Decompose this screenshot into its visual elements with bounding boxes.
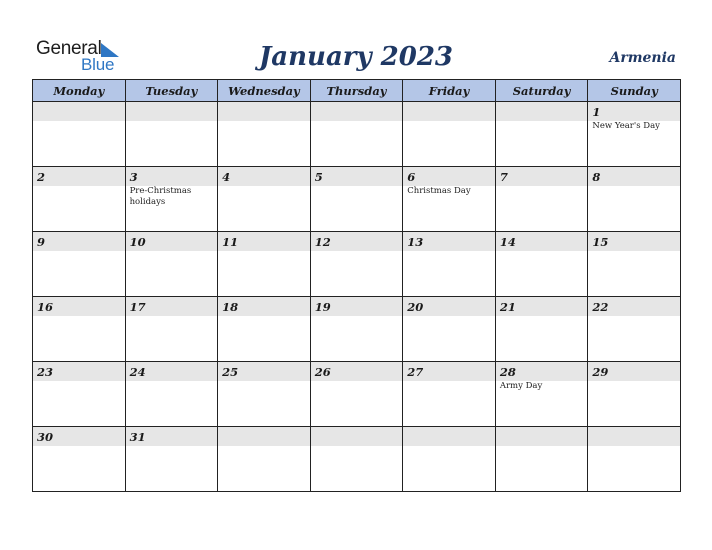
day-number: 20 xyxy=(407,300,424,314)
day-cell xyxy=(218,427,311,492)
day-number-band xyxy=(311,427,403,446)
day-number-band xyxy=(311,102,403,121)
weekday-saturday: Saturday xyxy=(495,80,588,102)
weekday-monday: Monday xyxy=(33,80,126,102)
day-number: 18 xyxy=(222,300,239,314)
day-cell xyxy=(125,167,218,232)
day-cell xyxy=(310,232,403,297)
day-number-band xyxy=(218,102,310,121)
holiday-label: New Year's Day xyxy=(592,121,660,131)
day-number-band xyxy=(588,167,680,186)
day-cell xyxy=(310,297,403,362)
day-number-band xyxy=(496,102,588,121)
day-cell xyxy=(403,167,496,232)
holiday-label: Army Day xyxy=(499,381,543,391)
logo-text-blue: Blue xyxy=(81,55,115,74)
day-cell xyxy=(125,232,218,297)
day-number: 7 xyxy=(499,170,508,184)
weekday-tuesday: Tuesday xyxy=(125,80,218,102)
day-number: 23 xyxy=(37,365,54,379)
day-cell xyxy=(33,297,126,362)
day-number: 29 xyxy=(592,365,609,379)
day-number: 9 xyxy=(37,235,46,249)
day-number-band xyxy=(311,167,403,186)
day-number: 8 xyxy=(592,170,601,184)
day-number: 31 xyxy=(129,430,146,444)
day-number: 24 xyxy=(129,365,146,379)
day-cell xyxy=(218,102,311,167)
day-number: 19 xyxy=(314,300,331,314)
day-cell xyxy=(588,102,681,167)
day-cell xyxy=(125,427,218,492)
week-row xyxy=(33,427,681,492)
day-cell xyxy=(33,232,126,297)
day-number-band xyxy=(218,167,310,186)
day-number-band xyxy=(588,102,680,121)
day-cell xyxy=(588,167,681,232)
day-cell xyxy=(403,427,496,492)
day-cell xyxy=(588,297,681,362)
day-number-band xyxy=(496,167,588,186)
day-number: 28 xyxy=(499,365,516,379)
day-number: 17 xyxy=(129,300,146,314)
day-number-band xyxy=(33,232,125,251)
day-cell xyxy=(33,167,126,232)
week-row xyxy=(33,232,681,297)
day-number-band xyxy=(126,102,218,121)
day-number: 22 xyxy=(592,300,609,314)
day-cell xyxy=(588,232,681,297)
day-number: 21 xyxy=(499,300,516,314)
logo-text-general: General xyxy=(36,38,102,59)
day-cell xyxy=(125,297,218,362)
week-row xyxy=(33,167,681,232)
day-cell xyxy=(33,362,126,427)
holiday-label: Christmas Day xyxy=(407,186,471,196)
day-number-band xyxy=(588,427,680,446)
day-cell xyxy=(310,167,403,232)
day-cell xyxy=(125,362,218,427)
country-label: Armenia xyxy=(609,50,676,66)
day-cell xyxy=(495,297,588,362)
day-number: 14 xyxy=(499,235,516,249)
day-cell xyxy=(588,362,681,427)
weekday-header-row xyxy=(33,80,681,102)
day-number: 15 xyxy=(592,235,609,249)
day-number: 11 xyxy=(222,235,239,249)
day-number: 27 xyxy=(407,365,424,379)
weekday-wednesday: Wednesday xyxy=(218,80,311,102)
calendar-grid xyxy=(32,79,681,492)
day-cell xyxy=(403,297,496,362)
weekday-friday: Friday xyxy=(403,80,496,102)
day-cell xyxy=(125,102,218,167)
day-cell xyxy=(403,232,496,297)
day-number: 30 xyxy=(37,430,54,444)
day-number-band xyxy=(33,102,125,121)
day-number-band xyxy=(403,167,495,186)
day-number-band xyxy=(126,167,218,186)
weekday-sunday: Sunday xyxy=(588,80,681,102)
day-cell xyxy=(218,297,311,362)
day-number-band xyxy=(496,427,588,446)
day-number-band xyxy=(403,427,495,446)
day-number-band xyxy=(218,427,310,446)
day-cell xyxy=(403,102,496,167)
day-cell xyxy=(218,362,311,427)
calendar-body xyxy=(33,102,681,492)
week-row xyxy=(33,362,681,427)
day-number: 5 xyxy=(314,170,323,184)
day-cell xyxy=(588,427,681,492)
day-number: 26 xyxy=(314,365,331,379)
day-number: 10 xyxy=(129,235,146,249)
day-cell xyxy=(403,362,496,427)
day-number-band xyxy=(403,102,495,121)
day-cell xyxy=(495,167,588,232)
day-number: 12 xyxy=(314,235,331,249)
day-cell xyxy=(495,102,588,167)
calendar-title: January 2023 xyxy=(258,42,454,72)
day-cell xyxy=(218,167,311,232)
day-cell xyxy=(33,102,126,167)
day-number: 25 xyxy=(222,365,239,379)
day-cell xyxy=(310,362,403,427)
day-number: 16 xyxy=(37,300,54,314)
day-cell xyxy=(218,232,311,297)
day-number: 6 xyxy=(407,170,416,184)
day-number: 4 xyxy=(222,170,231,184)
week-row xyxy=(33,297,681,362)
day-cell xyxy=(310,102,403,167)
day-number: 3 xyxy=(129,170,138,184)
weekday-thursday: Thursday xyxy=(310,80,403,102)
day-cell xyxy=(33,427,126,492)
day-cell xyxy=(495,232,588,297)
day-cell xyxy=(310,427,403,492)
day-cell xyxy=(495,362,588,427)
holiday-label: Pre-Christmas holidays xyxy=(129,186,192,207)
day-cell xyxy=(495,427,588,492)
day-number: 13 xyxy=(407,235,424,249)
day-number: 2 xyxy=(37,170,46,184)
week-row xyxy=(33,102,681,167)
day-number: 1 xyxy=(592,105,601,119)
day-number-band xyxy=(33,167,125,186)
